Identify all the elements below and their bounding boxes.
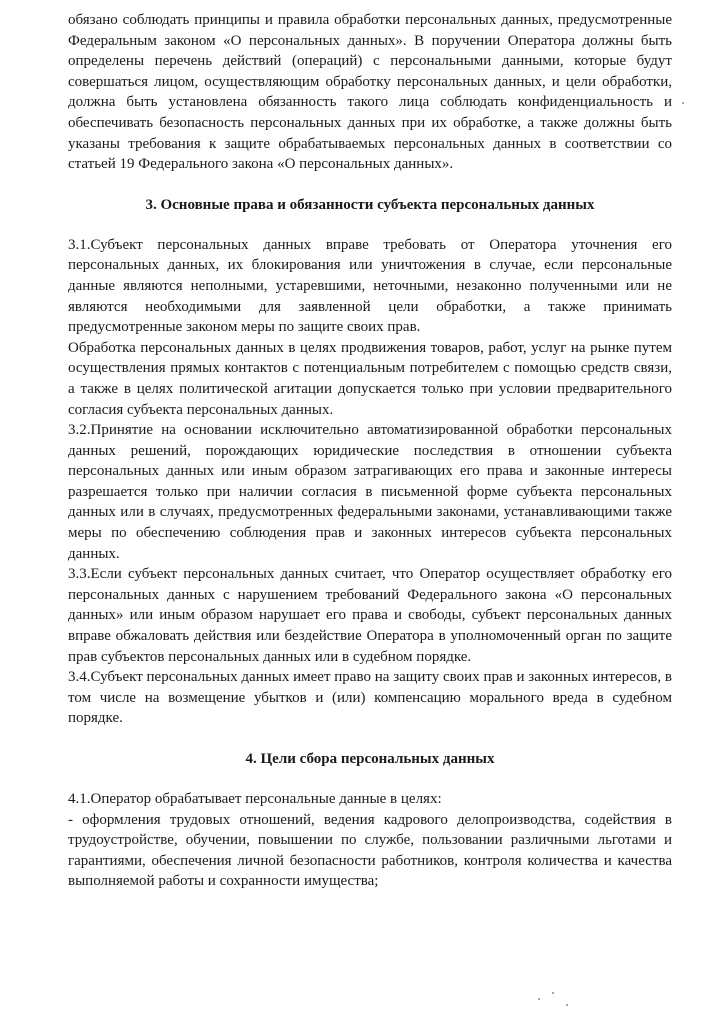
scan-speck <box>566 1004 568 1006</box>
scan-speck <box>538 998 540 1000</box>
document-page <box>68 10 672 892</box>
section-4-paragraph-2: - оформления трудовых отношений, ведения кадрового делопроизводства, содействия в трудоустройстве, обучении, повышении по службе, пользовании различными льготами и гарантиями, обеспечения личной безопасности работников, контроля количества и качества выполняемой работы и сохранности имущества; <box>68 811 672 890</box>
intro-paragraph: обязано соблюдать принципы и правила обработки персональных данных, предусмотренные Федеральным законом «О персональных данных». В поручении Оператора должны быть определены перечень действий (операций) с персональными данными, которые будут совершаться лицом, осуществляющим обработку персональных данных, и цели обработки, должна быть установлена обязанность такого лица соблюдать конфиденциальность и обеспечивать безопасность персональных данных при их обработке, а также должны быть указаны требования к защите обрабатываемых персональных данных в соответствии со статьей 19 Федерального закона «О персональных данных». <box>68 12 672 173</box>
section-3-heading: 3. Основные права и обязанности субъекта персональных данных <box>145 196 595 213</box>
section-3-paragraph-1: 3.1.Субъект персональных данных вправе требовать от Оператора уточнения его персональных данных, их блокирования или уничтожения в случае, если персональные данные являются неполными, устаревшими, неточными, незаконно полученными или не являются необходимыми для заявленной цели обработки, а также принимать предусмотренные законом меры по защите своих прав. <box>68 236 672 336</box>
section-3-paragraph-3: 3.2.Принятие на основании исключительно автоматизированной обработки персональных данных решений, порождающих юридические последствия в отношении субъекта персональных данных или иным образом затрагивающих его права и законные интересы разрешается только при наличии согласия в письменной форме субъекта персональных данных или в случаях, предусмотренных федеральными законами, устанавливающими также меры по обеспечению соблюдения прав и законных интересов субъекта персональных данных. <box>68 422 672 562</box>
section-3-paragraph-2: Обработка персональных данных в целях продвижения товаров, работ, услуг на рынке путем осуществления прямых контактов с потенциальным потребителем с помощью средств связи, а также в целях политической агитации допускается только при условии предварительного согласия субъекта персональных данных. <box>68 339 672 418</box>
section-4-paragraph-1: 4.1.Оператор обрабатывает персональные данные в целях: <box>68 791 442 807</box>
section-3-paragraph-4: 3.3.Если субъект персональных данных считает, что Оператор осуществляет обработку его персональных данных с нарушением требований Федерального закона «О персональных данных» или иным образом нарушает его права и свободы, субъект персональных данных вправе обжаловать действия или бездействие Оператора в уполномоченный орган по защите прав субъектов персональных данных или в судебном порядке. <box>68 566 672 665</box>
scan-speck <box>552 992 554 994</box>
section-4-heading: 4. Цели сбора персональных данных <box>245 751 495 767</box>
section-3-paragraph-5: 3.4.Субъект персональных данных имеет право на защиту своих прав и законных интересов, в том числе на возмещение убытков и (или) компенсацию морального вреда в судебном порядке. <box>68 669 672 727</box>
scan-speck <box>682 102 684 104</box>
